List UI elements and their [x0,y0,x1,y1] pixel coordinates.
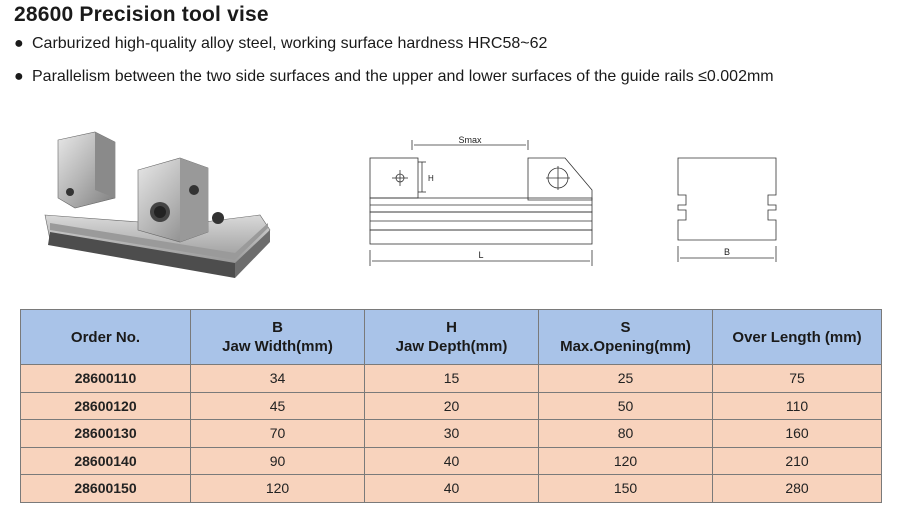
h-label: H [428,174,434,183]
cell-over-length: 110 [713,392,882,420]
cell-max-opening: 80 [539,420,713,448]
table-row [21,475,882,503]
cell-jaw-width: 90 [191,447,365,475]
table-row [21,365,882,393]
header-symbol: B [272,319,283,336]
table-row [21,420,882,448]
cell-max-opening: 150 [539,475,713,503]
cell-jaw-width: 120 [191,475,365,503]
cell-jaw-depth: 15 [365,365,539,393]
table-row [21,392,882,420]
page-title: 28600 Precision tool vise [14,3,269,26]
header-main: Max.Opening(mm) [560,338,691,355]
cell-jaw-depth: 20 [365,392,539,420]
bullet-dot-icon: ● [14,35,24,52]
bullet-dot-icon: ● [14,68,24,85]
cell-jaw-width: 70 [191,420,365,448]
vise-front-drawing-icon [360,128,605,273]
l-label: L [478,250,484,260]
cell-jaw-depth: 30 [365,420,539,448]
header-main: Order No. [70,328,141,346]
smax-label: Smax [458,135,482,145]
cell-order-no: 28600150 [21,475,191,503]
feature-text: Carburized high-quality alloy steel, working surface hardness HRC58~62 [32,35,548,52]
header-main: Over Length (mm) [732,328,862,346]
spec-table [20,309,882,503]
cell-order-no: 28600110 [21,365,191,393]
feature-bullet [14,35,547,53]
cell-order-no: 28600140 [21,447,191,475]
cell-jaw-width: 45 [191,392,365,420]
table-row [21,447,882,475]
cell-max-opening: 50 [539,392,713,420]
table-header-row [21,310,882,365]
header-symbol: S [620,319,631,336]
cell-order-no: 28600130 [21,420,191,448]
vise-side-drawing-icon [668,150,788,270]
cell-over-length: 75 [713,365,882,393]
header-over-length [713,310,882,365]
header-symbol: H [446,319,457,336]
header-jaw-depth [365,310,539,365]
cell-jaw-depth: 40 [365,447,539,475]
cell-over-length: 280 [713,475,882,503]
cell-jaw-depth: 40 [365,475,539,503]
header-max-opening [539,310,713,365]
cell-max-opening: 25 [539,365,713,393]
header-main: Jaw Depth(mm) [395,338,508,355]
b-label: B [723,247,731,257]
cell-over-length: 160 [713,420,882,448]
header-order-no [21,310,191,365]
cell-order-no: 28600120 [21,392,191,420]
vise-photo-icon [30,120,275,295]
feature-text: Parallelism between the two side surfaces and the upper and lower surfaces of the guide rails ≤0.002mm [32,68,774,85]
header-jaw-width [191,310,365,365]
cell-over-length: 210 [713,447,882,475]
feature-bullet [14,68,774,86]
cell-jaw-width: 34 [191,365,365,393]
header-main: Jaw Width(mm) [222,338,333,355]
cell-max-opening: 120 [539,447,713,475]
